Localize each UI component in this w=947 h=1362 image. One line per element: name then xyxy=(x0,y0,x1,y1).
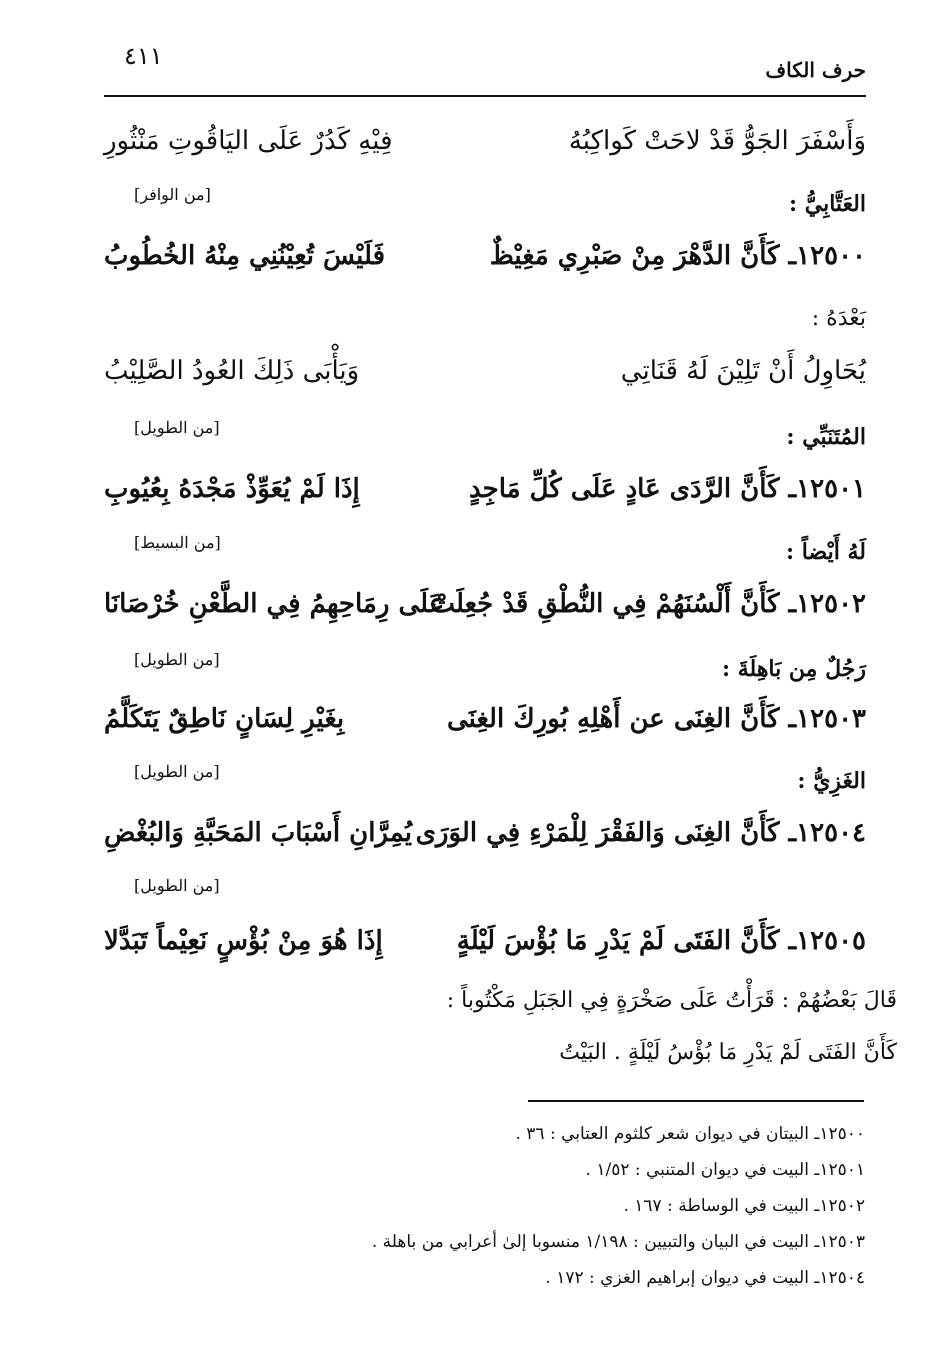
prose-line: كَأَنَّ الفَتَى لَمْ يَدْرِ مَا بُؤْسُ لَيْلَةٍ . البَيْتُ xyxy=(559,1040,897,1065)
verse-line xyxy=(104,470,866,520)
verse-line xyxy=(104,585,866,635)
meter-label: [من الطويل] xyxy=(134,762,220,781)
meter-heading xyxy=(104,876,866,926)
second-hemistich: بِغَيْرِ لِسَانٍ نَاطِقٌ يَتَكَلَّمُ xyxy=(104,704,345,734)
meter-label: [من الطويل] xyxy=(134,418,220,437)
first-hemistich: ١٢٥٠٣ـ كَأَنَّ الغِنَى عن أَهْلِهِ بُورِكَ الغِنَى xyxy=(447,704,866,734)
meter-label: [من البسيط] xyxy=(134,533,221,552)
first-hemistich: ١٢٥٠٠ـ كَأَنَّ الدَّهْرَ مِنْ صَبْرِي مَغِيْظٌ xyxy=(489,241,866,271)
poet-heading xyxy=(104,418,866,468)
poet-name: لَهُ أَيْضاً : xyxy=(786,539,866,565)
header-rule xyxy=(104,95,866,97)
poet-heading xyxy=(104,762,866,812)
verse-line xyxy=(104,700,866,750)
meter-label: [من الطويل] xyxy=(134,876,220,895)
first-hemistich: ١٢٥٠٤ـ كَأَنَّ الغِنَى وَالفَقْرَ لِلْمَرْءِ فِي الوَرَى xyxy=(415,818,866,848)
prose-line: قَالَ بَعْضُهُمْ : قَرَأْتُ عَلَى صَخْرَةٍ فِي الجَبَلِ مَكْتُوباً : xyxy=(446,988,897,1013)
second-hemistich: فِيْهِ كَدُرٌ عَلَى اليَاقُوتِ مَنْثُورِ xyxy=(104,126,393,156)
second-hemistich: يُمِرَّانِ أَسْبَابَ المَحَبَّةِ وَالبُغْضِ xyxy=(104,818,413,848)
meter-label: [من الوافر] xyxy=(134,185,211,204)
footnote-rule xyxy=(528,1100,864,1102)
second-hemistich: عَلَى رِمَاحِهِمُ فِي الطَّعْنِ خُرْصَانَا xyxy=(104,589,445,619)
second-hemistich: إِذَا لَمْ يُعَوِّذْ مَجْدَهُ بِعُيُوبِ xyxy=(104,474,360,504)
poet-name: المُتَنَبِّي : xyxy=(786,424,866,450)
meter-label: [من الطويل] xyxy=(134,650,220,669)
verse-line xyxy=(104,814,866,864)
first-hemistich: ١٢٥٠٥ـ كَأَنَّ الفَتَى لَمْ يَدْرِ مَا بُؤْسَ لَيْلَةٍ xyxy=(456,926,866,956)
first-hemistich: ١٢٥٠١ـ كَأَنَّ الرَّدَى عَادٍ عَلَى كُلِّ مَاجِدٍ xyxy=(468,474,866,504)
first-hemistich: ١٢٥٠٢ـ كَأَنَّ أَلْسُنَهُمْ فِي النُّطْقِ قَدْ جُعِلَتْ xyxy=(430,589,866,619)
verse-line xyxy=(104,922,866,972)
poet-name: رَجُلٌ مِن بَاهِلَةَ : xyxy=(721,656,866,682)
poet-name: العَتَّابِيُّ : xyxy=(788,191,866,217)
footnote: ١٢٥٠١ـ البيت في ديوان المتنبي : ١/٥٢ . xyxy=(585,1160,865,1180)
poet-heading xyxy=(104,185,866,235)
second-hemistich: فَلَيْسَ تُعِيْنُنِي مِنْهُ الخُطُوبُ xyxy=(104,241,386,271)
poet-name: الغَزِيُّ : xyxy=(797,768,866,794)
page-number: ٤١١ xyxy=(124,42,163,70)
running-title: حرف الكاف xyxy=(765,58,866,82)
first-hemistich: يُحَاوِلُ أَنْ تَلِيْنَ لَهُ قَنَاتِي xyxy=(620,356,866,386)
footnote: ١٢٥٠٤ـ البيت في ديوان إبراهيم الغزي : ١٧٢ . xyxy=(545,1268,865,1288)
poet-heading xyxy=(104,300,866,350)
second-hemistich: وَيَأْبَى ذَلِكَ العُودُ الصَّلِيْبُ xyxy=(104,356,360,386)
footnote: ١٢٥٠٠ـ البيتان في ديوان شعر كلثوم العتابي : ٣٦ . xyxy=(515,1124,865,1144)
page-header xyxy=(104,42,866,92)
poet-name: بَعْدَهُ : xyxy=(811,306,866,331)
verse-line xyxy=(104,352,866,402)
verse-line xyxy=(104,122,866,172)
poet-heading xyxy=(104,533,866,583)
poet-heading xyxy=(104,650,866,700)
first-hemistich: وَأَسْفَرَ الجَوُّ قَدْ لاحَتْ كَواكِبُهُ xyxy=(568,126,866,156)
verse-line xyxy=(104,237,866,287)
footnote: ١٢٥٠٣ـ البيت في البيان والتبيين : ١/١٩٨ منسوبا إلىٰ أعرابي من باهلة . xyxy=(371,1232,865,1252)
footnote: ١٢٥٠٢ـ البيت في الوساطة : ١٦٧ . xyxy=(623,1196,865,1216)
second-hemistich: إِذَا هُوَ مِنْ بُؤْسٍ نَعِيْماً تَبَدَّلا xyxy=(104,926,383,956)
